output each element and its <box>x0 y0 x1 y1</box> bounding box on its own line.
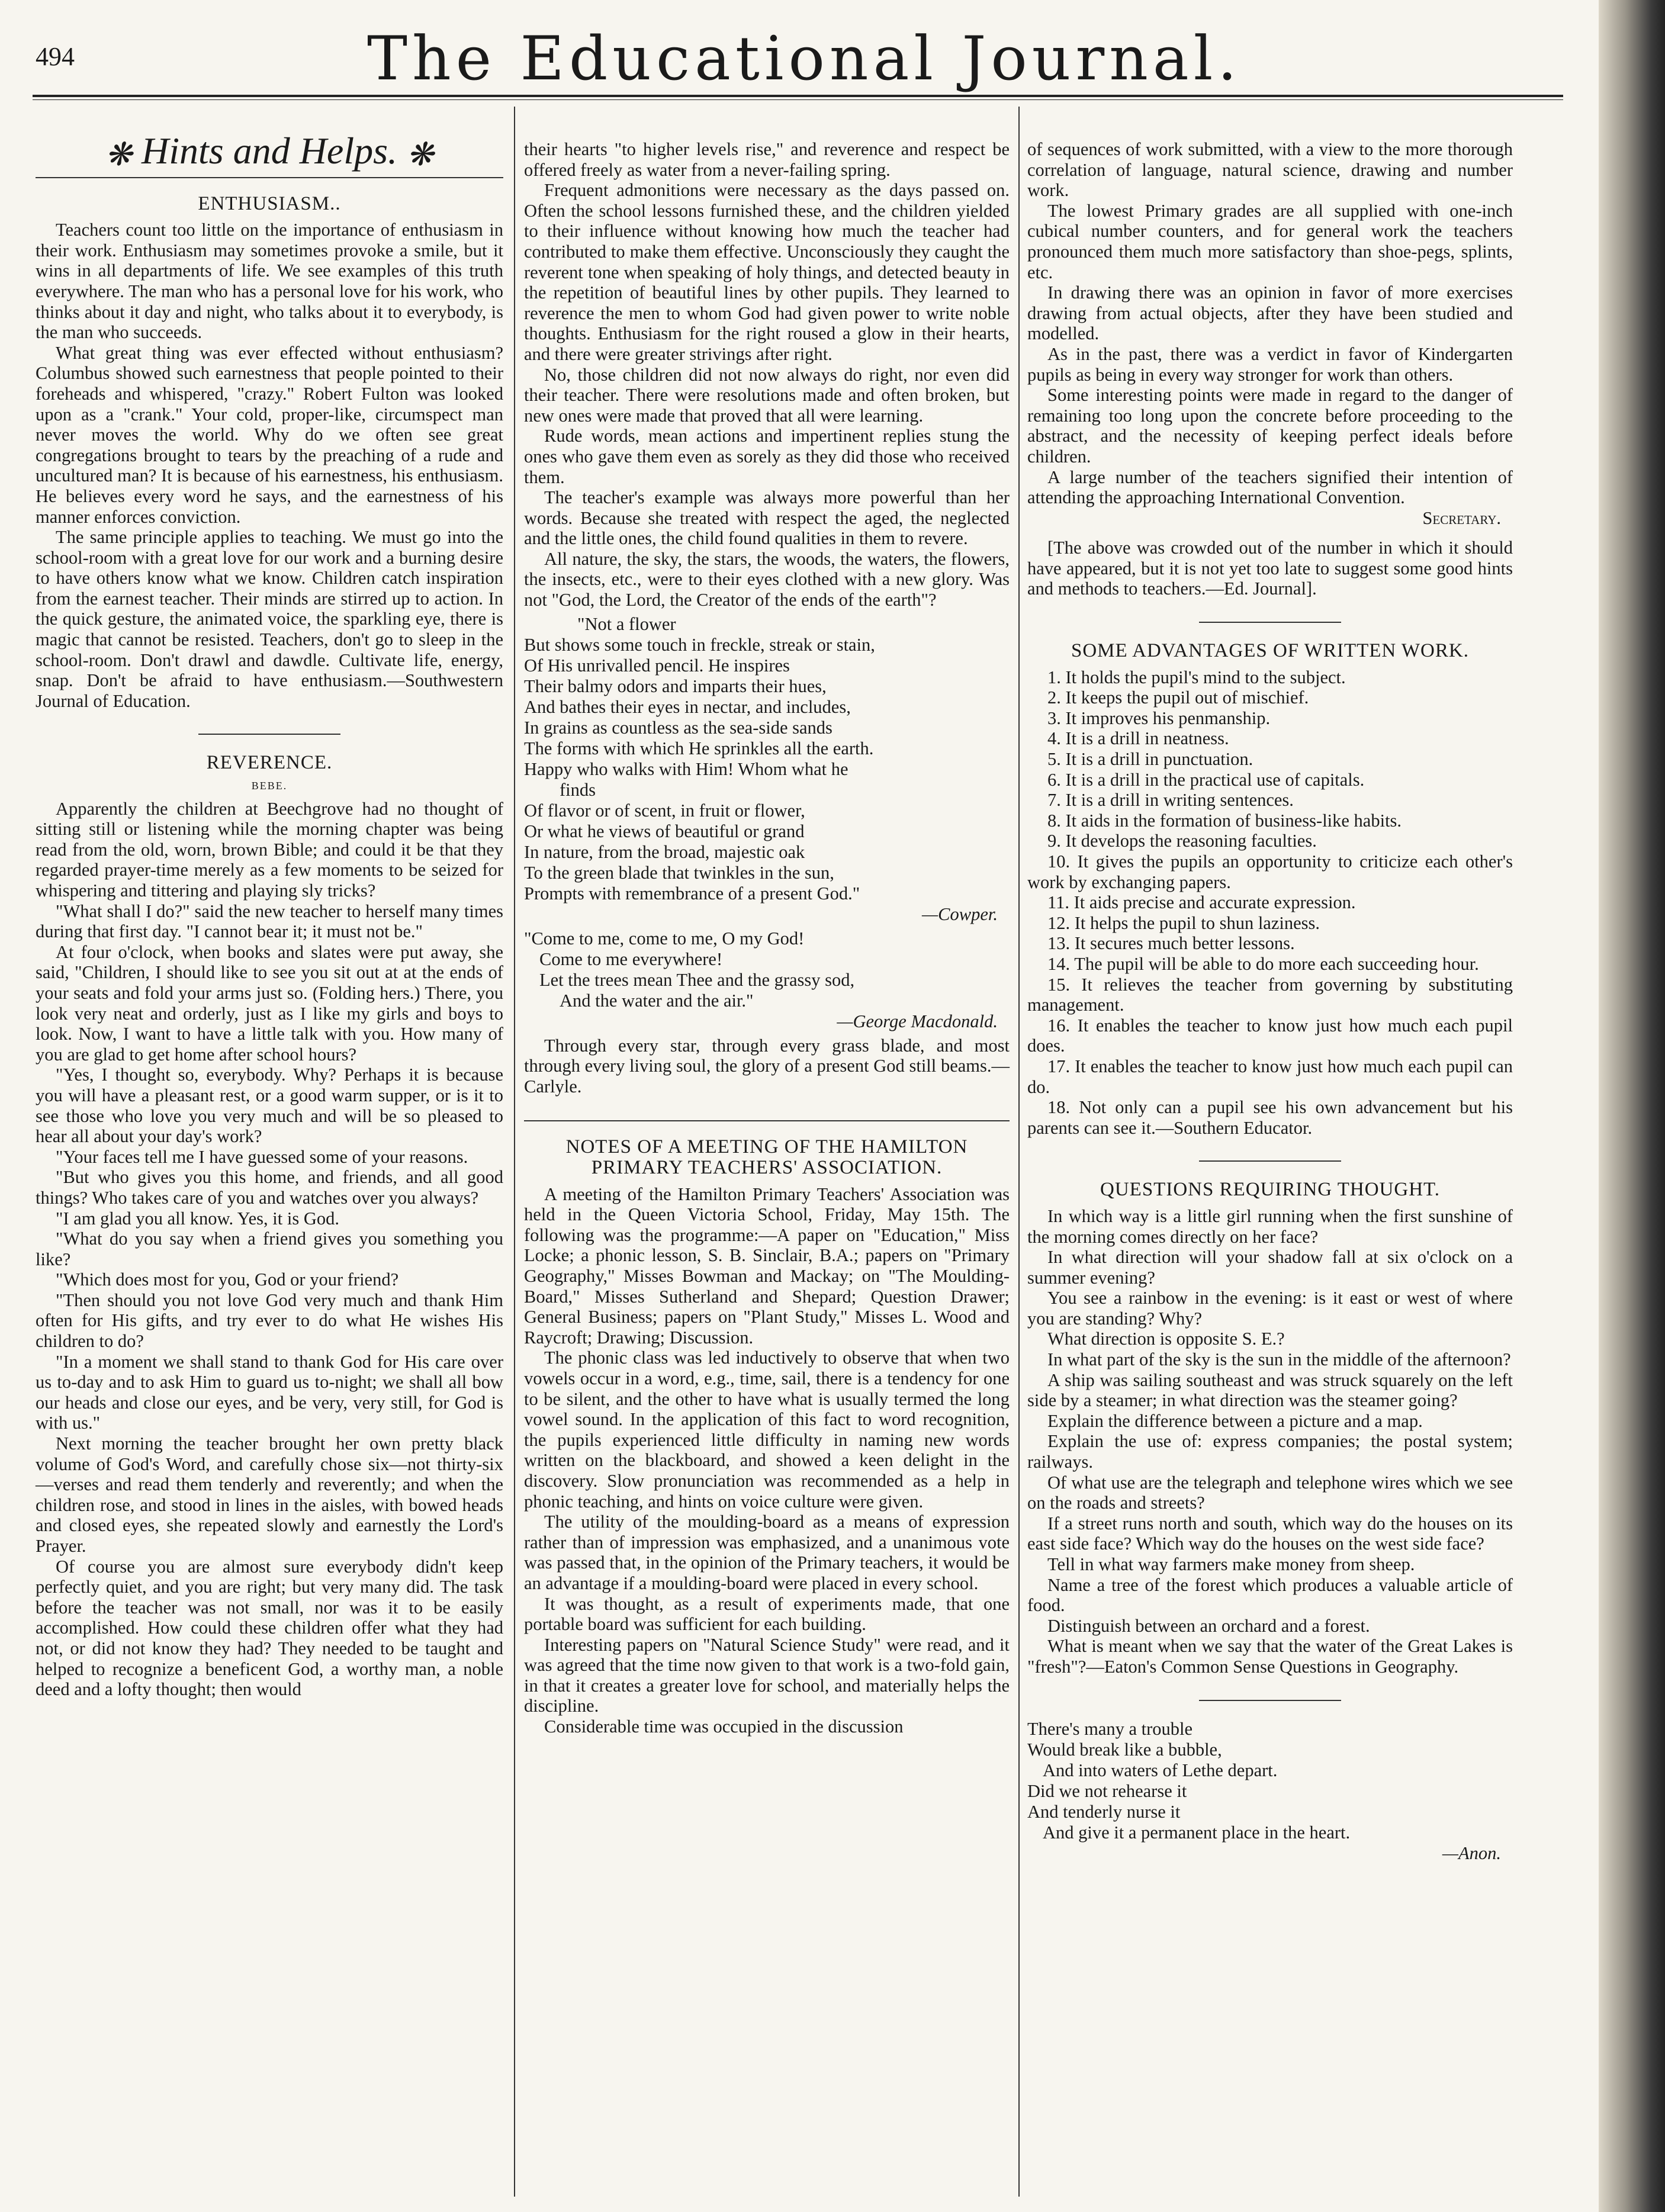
list-item: 6. It is a drill in the practical use of capitals. <box>1047 769 1365 790</box>
poem-line: And give it a permanent place in the heart. <box>1043 1822 1351 1843</box>
column-2 <box>524 139 1010 1737</box>
poem-line: Or what he views of beautiful or grand <box>524 821 805 841</box>
poem-line: Let the trees mean Thee and the grassy sod, <box>539 969 855 990</box>
section-separator <box>1199 1700 1341 1701</box>
column-divider-2 <box>1018 107 1020 2197</box>
poem-line: Come to me everywhere! <box>539 949 723 969</box>
poem-attribution: —George Macdonald. <box>837 1011 998 1031</box>
list-item: 5. It is a drill in punctuation. <box>1047 749 1253 770</box>
list-item: You see a rainbow in the evening: is it east or west of where you are standing? Why? <box>1027 1288 1513 1329</box>
paragraph: Through every star, through every grass blade, and most through every living soul, the glory of a present God still beams.—Carlyle. <box>524 1035 1010 1097</box>
header-rule-thin <box>33 99 1563 100</box>
list-item: 10. It gives the pupils an opportunity to criticize each other's work by exchanging papers. <box>1027 851 1513 892</box>
poem-line: Did we not rehearse it <box>1027 1780 1187 1801</box>
poem-line: Would break like a bubble, <box>1027 1739 1222 1760</box>
poem-attribution: —Cowper. <box>922 904 998 924</box>
poem-anon <box>1027 1719 1513 1864</box>
section-separator <box>1199 622 1341 623</box>
poem-line: "Come to me, come to me, O my God! <box>524 928 805 949</box>
list-item: In what part of the sky is the sun in the middle of the afternoon? <box>1047 1349 1511 1370</box>
paragraph: A meeting of the Hamilton Primary Teachers' Association was held in the Queen Victoria School, Friday, May 15th. The following was the programme:—A paper on "Education," Miss Locke; a phonic lesson, S. B. Sinclair, B.A.; papers on "Primary Geography," Misses Bowman and Mackay; on "The Moulding-Board," Misses Sutherland and Shepard; Question Drawer; General Business; papers on "Plant Study," Misses L. Wood and Raycroft; Drawing; Discussion. <box>524 1184 1010 1348</box>
list-item: 11. It aids precise and accurate expression. <box>1047 892 1356 913</box>
list-item: Tell in what way farmers make money from sheep. <box>1047 1554 1415 1574</box>
poem-attribution: —Anon. <box>1442 1843 1501 1863</box>
paragraph: The lowest Primary grades are all supplied with one-inch cubical number counters, and for general work the teachers pronounced them much more satisfactory than shoe-pegs, splints, etc. <box>1027 200 1513 282</box>
list-item: A ship was sailing southeast and was struck squarely on the left side by a steamer; in what direction was the steamer going? <box>1027 1369 1513 1411</box>
paragraph: Some interesting points were made in regard to the danger of remaining too long upon the concrete before proceeding to the abstract, and the necessity of keeping perfect ideals before children. <box>1027 385 1513 467</box>
paragraph: of sequences of work submitted, with a view to the more thorough correlation of language, natural science, drawing and number work. <box>1027 139 1513 201</box>
list-item: 12. It helps the pupil to shun laziness. <box>1047 912 1320 933</box>
list-item: 9. It develops the reasoning faculties. <box>1047 831 1317 851</box>
poem-line: Happy who walks with Him! Whom what he <box>524 758 848 779</box>
asterisk-ornament-icon: ❋ <box>105 137 132 173</box>
list-item: 7. It is a drill in writing sentences. <box>1047 790 1294 811</box>
secretary-signature: Secretary. <box>1422 507 1501 528</box>
list-item: 2. It keeps the pupil out of mischief. <box>1047 687 1309 708</box>
asterisk-ornament-icon: ❋ <box>407 137 434 173</box>
paragraph: Considerable time was occupied in the discussion <box>544 1716 904 1737</box>
paragraph: In drawing there was an opinion in favor of more exercises drawing from actual objects, after they have been studied and modelled. <box>1027 282 1513 344</box>
paragraph: "I am glad you all know. Yes, it is God. <box>56 1208 339 1229</box>
paragraph: their hearts "to higher levels rise," and reverence and respect be offered freely as water from a never-failing spring. <box>524 139 1010 180</box>
paragraph: A large number of the teachers signified their intention of attending the approaching International Convention. <box>1027 467 1513 508</box>
section-title-text: Hints and Helps. <box>142 130 397 172</box>
list-item: Name a tree of the forest which produces a valuable article of food. <box>1027 1574 1513 1616</box>
article-reverence <box>36 799 503 1700</box>
article-enthusiasm <box>36 220 503 711</box>
poem-line: Prompts with remembrance of a present God." <box>524 883 860 904</box>
list-item: 4. It is a drill in neatness. <box>1047 728 1229 749</box>
paragraph: The teacher's example was always more powerful than her words. Because she treated with respect the aged, the neglected and the little ones, the child found qualities in them to revere. <box>524 487 1010 549</box>
poem-line: And tenderly nurse it <box>1027 1801 1181 1822</box>
poem-line: finds <box>560 779 596 800</box>
paragraph: Teachers count too little on the importance of enthusiasm in their work. Enthusiasm may sometimes provoke a smile, but it wins in all departments of life. We see examples of this truth everywhere. The man who has a personal love for his work, who thinks about it day and night, who talks about it to everybody, is the man who succeeds. <box>36 220 503 343</box>
list-item: 17. It enables the teacher to know just how much each pupil can do. <box>1027 1056 1513 1097</box>
article-heading-enthusiasm: ENTHUSIASM.. <box>198 192 341 214</box>
list-item: Explain the use of: express companies; the postal system; railways. <box>1027 1431 1513 1472</box>
paragraph: The utility of the moulding-board as a means of expression rather than of impression was emphasized, and a unanimous vote was passed that, in the opinion of the Primary teachers, it would be an advantage if a moulding-board were placed in every school. <box>524 1512 1010 1593</box>
list-item: Of what use are the telegraph and telephone wires which we see on the roads and streets? <box>1027 1472 1513 1513</box>
article-heading-questions: QUESTIONS REQUIRING THOUGHT. <box>1100 1179 1440 1201</box>
editor-note: [The above was crowded out of the number in which it should have appeared, but it is not yet too late to suggest some good hints and methods to teachers.—Ed. Journal]. <box>1027 538 1513 599</box>
paragraph: Apparently the children at Beechgrove had no thought of sitting still or listening while the morning chapter was being read from the old, worn, brown Bible; and could it be that they regarded prayer-time merely as a few moments to be seized for whispering and tittering and playing sly tricks? <box>36 798 503 901</box>
poem-line: In grains as countless as the sea-side sands <box>524 717 832 738</box>
paragraph: All nature, the sky, the stars, the woods, the waters, the flowers, the insects, etc., were to their eyes clothed with a new glory. Was not "God, the Lord, the Creator of the ends of the earth"? <box>524 548 1010 610</box>
list-item: 15. It relieves the teacher from governing by substituting management. <box>1027 974 1513 1015</box>
paragraph: "But who gives you this home, and friends, and all good things? Who takes care of you and watches over you always? <box>36 1167 503 1208</box>
paragraph: "In a moment we shall stand to thank God for His care over us to-day and to ask Him to guard us to-night; we shall all bow our heads and close our eyes, and be very, very still, for God is with us." <box>36 1351 503 1433</box>
list-item: In what direction will your shadow fall at six o'clock on a summer evening? <box>1027 1247 1513 1288</box>
poem-cowper <box>524 614 1010 925</box>
poem-line: The forms with which He sprinkles all the earth. <box>524 738 874 758</box>
poem-line: And bathes their eyes in nectar, and includes, <box>524 696 851 717</box>
list-item: 8. It aids in the formation of business-like habits. <box>1047 810 1402 831</box>
list-item: Distinguish between an orchard and a forest. <box>1047 1615 1370 1636</box>
poem-line: And into waters of Lethe depart. <box>1043 1760 1278 1780</box>
advantages-list <box>1027 667 1513 1139</box>
list-item: In which way is a little girl running when the first sunshine of the morning comes directly on her face? <box>1027 1205 1513 1247</box>
section-title <box>36 130 503 173</box>
list-item: 14. The pupil will be able to do more each succeeding hour. <box>1047 953 1479 974</box>
column-divider-1 <box>514 107 515 2197</box>
paragraph: "Your faces tell me I have guessed some of your reasons. <box>56 1146 468 1167</box>
paragraph: Frequent admonitions were necessary as the days passed on. Often the school lessons furnished these, and the children yielded to their influence without knowing how much the teacher had contributed to make them effective. Unconsciously they caught the reverent tone when speaking of holy things, and detected beauty in the repetition of beautiful lines by other pupils. They learned to reverence the men to whom God had given power to write noble thoughts. Enthusiasm for the right roused a glow in their hearts, and there were greater strivings after right. <box>524 180 1010 364</box>
list-item: 3. It improves his penmanship. <box>1047 708 1271 728</box>
section-separator <box>1199 1160 1341 1162</box>
column-3 <box>1027 139 1513 1867</box>
column-1 <box>36 130 503 1700</box>
article-byline: BEBE. <box>251 780 288 792</box>
list-item: What direction is opposite S. E.? <box>1047 1329 1285 1349</box>
section-separator <box>198 734 340 735</box>
paragraph: "Yes, I thought so, everybody. Why? Perhaps it is because you will have a pleasant rest, or a good warm supper, or is it to see those who love you very much and will be so pleased to hear all about your day's work? <box>36 1065 503 1147</box>
article-heading-meeting: NOTES OF A MEETING OF THE HAMILTON PRIMARY TEACHERS' ASSOCIATION. <box>565 1136 968 1179</box>
poem-line: But shows some touch in freckle, streak or stain, <box>524 634 875 655</box>
paragraph: "What shall I do?" said the new teacher to herself many times during that first day. "I cannot bear it; it must not be." <box>36 901 503 942</box>
poem-line: To the green blade that twinkles in the sun, <box>524 862 834 883</box>
paragraph: It was thought, as a result of experiments made, that one portable board was sufficient for each building. <box>524 1593 1010 1635</box>
section-title-rule <box>36 177 503 178</box>
page-number: 494 <box>36 42 75 71</box>
paragraph: "Which does most for you, God or your friend? <box>56 1269 399 1290</box>
questions-list <box>1027 1206 1513 1677</box>
poem-line: Their balmy odors and imparts their hues, <box>524 676 827 696</box>
header-rule <box>33 95 1563 97</box>
list-item: 18. Not only can a pupil see his own advancement but his parents can see it.—Southern Educator. <box>1027 1097 1513 1138</box>
article-heading-reverence: REVERENCE. <box>206 752 333 774</box>
list-item: What is meant when we say that the water of the Great Lakes is "fresh"?—Eaton's Common Sense Questions in Geography. <box>1027 1636 1513 1677</box>
page-binding-edge <box>1599 0 1665 2212</box>
paragraph: No, those children did not now always do right, nor even did their teacher. There were resolutions made and often broken, but new ones were made that proved that all were learning. <box>524 364 1010 426</box>
paragraph: At four o'clock, when books and slates were put away, she said, "Children, I should like to see you sit out at at the ends of your seats and fold your arms just so. (Folding hers.) There, you look very neat and orderly, just as I like my girls and boys to look. Now, I want to have a little talk with you. How many of you are glad to get home after school hours? <box>36 941 503 1065</box>
list-item: 16. It enables the teacher to know just how much each pupil does. <box>1027 1015 1513 1056</box>
paragraph: What great thing was ever effected without enthusiasm? Columbus showed such earnestness that people pointed to their foreheads and whispered, "crazy." Robert Fulton was looked upon as a "crank." Your cold, proper-like, circumspect man never moves the world. Why do we often see great congregations brought to tears by the preaching of a rude and uncultured man? It is because of his earnestness, his enthusiasm. He believes every word he says, and the earnestness of his manner enforces conviction. <box>36 342 503 527</box>
paragraph: The phonic class was led inductively to observe that when two vowels occur in a word, e.g., time, sail, there is a tendency for one to be silent, and the other to have what is usually termed the long vowel sound. In the application of this fact to word recognition, the pupils experienced little difficulty in naming new words written on the blackboard, and showed a keen delight in the discovery. Slow pronunciation was recommended as a help in phonic teaching, and hints on voice culture were given. <box>524 1348 1010 1512</box>
poem-line: In nature, from the broad, majestic oak <box>524 841 805 862</box>
poem-macdonald <box>524 928 1010 1032</box>
list-item: 1. It holds the pupil's mind to the subject. <box>1047 667 1346 687</box>
article-heading-written-work: SOME ADVANTAGES OF WRITTEN WORK. <box>1071 640 1469 662</box>
paragraph: Rude words, mean actions and impertinent replies stung the ones who gave them even as sorely as they did those who received them. <box>524 426 1010 487</box>
paragraph: Interesting papers on "Natural Science Study" were read, and it was agreed that the time now given to that work is a two-fold gain, in that it creates a greater love for school, and materially helps the discipline. <box>524 1634 1010 1716</box>
paragraph: "What do you say when a friend gives you something you like? <box>36 1229 503 1269</box>
poem-line: There's many a trouble <box>1027 1718 1193 1739</box>
paragraph: Next morning the teacher brought her own pretty black volume of God's Word, and carefully chose six—not thirty-six—verses and read them tenderly and reverently; and when the children rose, and stood in lines in the aisles, with bowed heads and closed eyes, she repeated slowly and earnestly the Lord's Prayer. <box>36 1433 503 1557</box>
paragraph: Of course you are almost sure everybody didn't keep perfectly quiet, and you are right; but very many did. The task before the teacher was not small, nor was it to be easily accomplished. How could these children offer what they had not, or did not know they had? They needed to be taught and helped to recognize a beneficent God, a worthy man, a noble deed and a lofty thought; then would <box>36 1556 503 1700</box>
poem-line: "Not a flower <box>577 613 676 634</box>
list-item: If a street runs north and south, which way do the houses on its east side face? Which way do the houses on the west side face? <box>1027 1513 1513 1554</box>
paragraph: As in the past, there was a verdict in favor of Kindergarten pupils as being in every way stronger for work than others. <box>1027 343 1513 385</box>
journal-masthead: The Educational Journal. <box>367 24 1242 94</box>
list-item: 13. It secures much better lessons. <box>1047 933 1295 954</box>
section-rule <box>524 1120 1010 1121</box>
poem-line: Of His unrivalled pencil. He inspires <box>524 655 790 676</box>
poem-line: Of flavor or of scent, in fruit or flower, <box>524 800 805 821</box>
paragraph: The same principle applies to teaching. We must go into the school-room with a great love for our work and a burning desire to have others know what we know. Children catch inspiration from the earnest teacher. Their minds are stirred up to action. In the quick gesture, the animated voice, the sparkling eye, there is magic that cannot be resisted. Teachers, don't go to sleep in the school-room. Don't drawl and dawdle. Cultivate life, energy, snap. Don't be afraid to have enthusiasm.—Southwestern Journal of Education. <box>36 527 503 711</box>
article-meeting <box>524 1184 1010 1737</box>
poem-line: And the water and the air." <box>560 990 754 1011</box>
paragraph: "Then should you not love God very much and thank Him often for His gifts, and try ever to do what He wishes His children to do? <box>36 1290 503 1352</box>
list-item: Explain the difference between a picture and a map. <box>1047 1410 1423 1431</box>
